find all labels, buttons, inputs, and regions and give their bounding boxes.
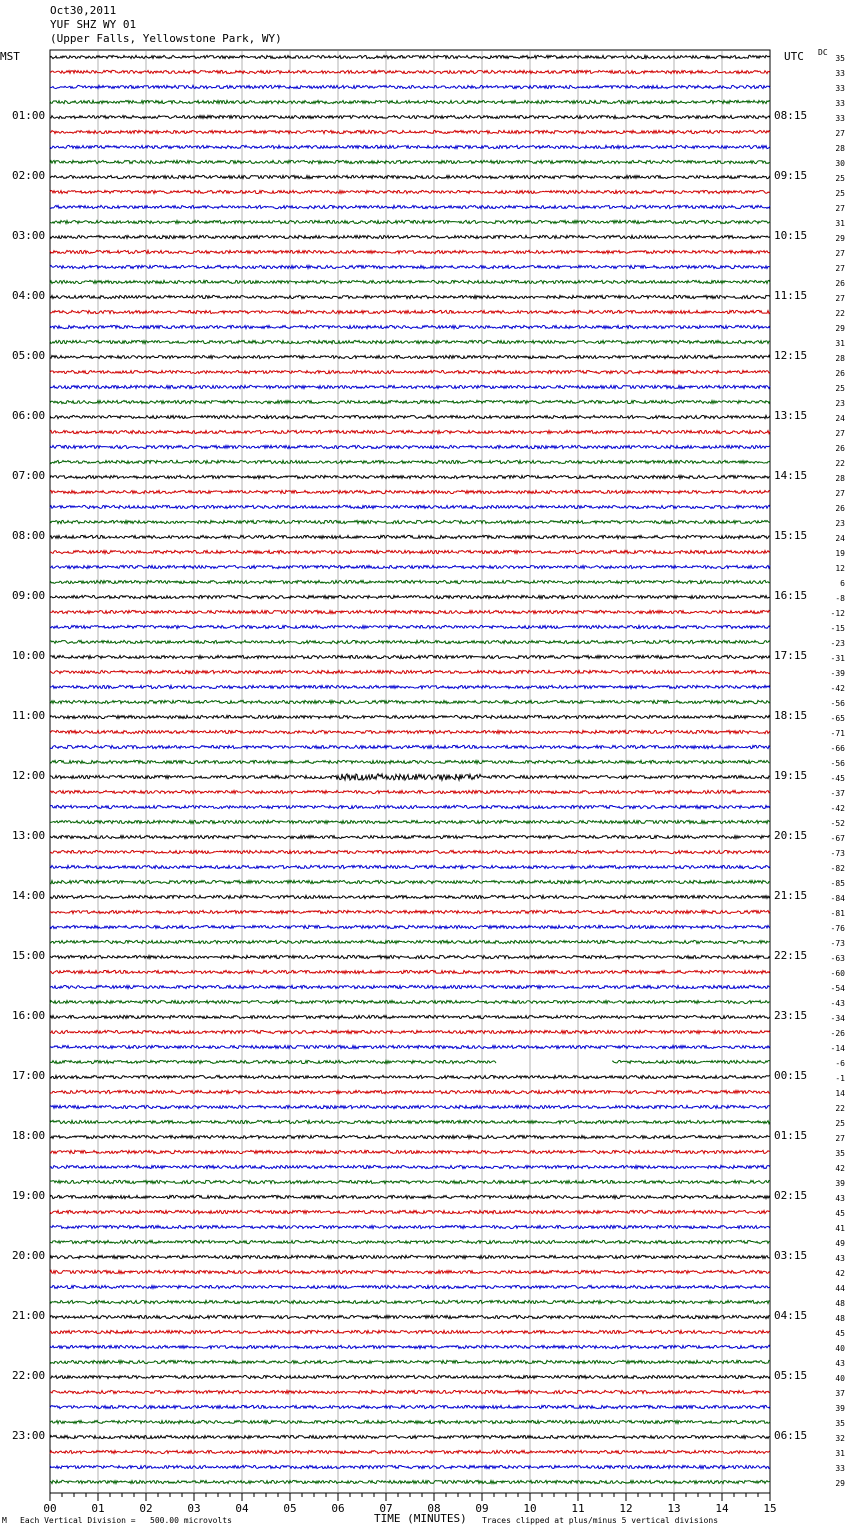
x-tick-label: 14 (715, 1502, 729, 1515)
dc-offset-label: 29 (835, 234, 845, 243)
dc-offset-label: 40 (835, 1344, 845, 1353)
right-hour-label: 12:15 (774, 349, 808, 362)
dc-offset-label: -39 (830, 669, 845, 678)
trace-line (50, 1435, 770, 1438)
dc-offset-label: 25 (835, 384, 845, 393)
trace-line (50, 774, 770, 780)
trace-line (50, 580, 770, 583)
dc-offset-label: -43 (830, 999, 845, 1008)
trace-line (50, 1015, 770, 1018)
dc-offset-label: 39 (835, 1404, 845, 1413)
right-hour-label: 04:15 (774, 1309, 808, 1322)
dc-offset-label: 33 (835, 99, 845, 108)
trace-line (50, 205, 770, 208)
trace-line (50, 130, 770, 133)
dc-offset-label: 33 (835, 69, 845, 78)
trace-line (50, 760, 770, 763)
x-tick-label: 06 (331, 1502, 345, 1515)
x-tick-label: 00 (43, 1502, 57, 1515)
trace-line (50, 1225, 770, 1228)
dc-offset-label: -23 (830, 639, 845, 648)
dc-offset-label: -56 (830, 699, 845, 708)
dc-offset-label: -12 (830, 609, 845, 618)
left-hour-label: 11:00 (12, 709, 46, 722)
dc-offset-label: -60 (830, 969, 845, 978)
right-hour-label: 18:15 (774, 709, 808, 722)
trace-line (50, 1150, 770, 1153)
dc-offset-label: -73 (830, 939, 845, 948)
trace-line (50, 820, 770, 823)
dc-offset-label: 26 (835, 369, 845, 378)
right-hour-label: 03:15 (774, 1249, 808, 1262)
dc-offset-label: -15 (830, 624, 845, 633)
dc-offset-label: 25 (835, 174, 845, 183)
dc-offset-label: 42 (835, 1269, 845, 1278)
left-hour-label: 12:00 (12, 769, 46, 782)
left-hour-label: 17:00 (12, 1069, 46, 1082)
x-tick-label: 05 (283, 1502, 297, 1515)
trace-line (50, 805, 770, 808)
trace-line (50, 250, 770, 253)
dc-offset-label: -42 (830, 804, 845, 813)
dc-offset-label: 14 (835, 1089, 845, 1098)
trace-line (50, 1465, 770, 1468)
dc-offset-label: 29 (835, 324, 845, 333)
dc-offset-label: 48 (835, 1299, 845, 1308)
trace-line (50, 715, 770, 718)
trace-line (50, 160, 770, 163)
dc-offset-label: 30 (835, 159, 845, 168)
dc-offset-label: -54 (830, 984, 845, 993)
right-hour-label: 17:15 (774, 649, 808, 662)
dc-offset-label: 27 (835, 204, 845, 213)
dc-offset-label: 6 (840, 579, 845, 588)
scale-note: Each Vertical Division = 500.00 microvolts (20, 1516, 232, 1525)
trace-line (50, 385, 770, 388)
dc-offset-label: -84 (830, 894, 845, 903)
left-hour-label: 04:00 (12, 289, 46, 302)
trace-line (50, 670, 770, 673)
trace-line (50, 475, 770, 478)
dc-offset-label: 28 (835, 474, 845, 483)
dc-offset-label: 23 (835, 399, 845, 408)
trace-line (50, 490, 770, 493)
dc-offset-label: 43 (835, 1359, 845, 1368)
dc-offset-label: 28 (835, 354, 845, 363)
x-tick-label: 09 (475, 1502, 489, 1515)
dc-offset-label: 33 (835, 114, 845, 123)
dc-offset-label: 27 (835, 294, 845, 303)
dc-offset-label: 27 (835, 1134, 845, 1143)
right-hour-label: 09:15 (774, 169, 808, 182)
dc-offset-label: 43 (835, 1194, 845, 1203)
left-hour-label: 09:00 (12, 589, 46, 602)
dc-offset-label: -85 (830, 879, 845, 888)
dc-offset-label: -37 (830, 789, 845, 798)
dc-offset-label: 41 (835, 1224, 845, 1233)
trace-line (50, 745, 770, 748)
dc-offset-label: 26 (835, 279, 845, 288)
dc-offset-label: -82 (830, 864, 845, 873)
trace-line (50, 700, 770, 703)
dc-offset-label: 12 (835, 564, 845, 573)
dc-offset-label: 31 (835, 219, 845, 228)
left-hour-label: 14:00 (12, 889, 46, 902)
x-tick-label: 15 (763, 1502, 777, 1515)
trace-line (50, 70, 770, 73)
right-hour-label: 06:15 (774, 1429, 808, 1442)
dc-offset-label: -56 (830, 759, 845, 768)
dc-offset-label: -6 (835, 1059, 845, 1068)
left-hour-label: 21:00 (12, 1309, 46, 1322)
trace-line (50, 1315, 770, 1318)
dc-offset-label: -71 (830, 729, 845, 738)
left-hour-label: 16:00 (12, 1009, 46, 1022)
right-hour-label: 08:15 (774, 109, 808, 122)
dc-offset-label: -26 (830, 1029, 845, 1038)
dc-offset-label: 43 (835, 1254, 845, 1263)
trace-line (50, 1375, 770, 1378)
dc-offset-label: 29 (835, 1479, 845, 1488)
left-hour-label: 10:00 (12, 649, 46, 662)
dc-offset-label: 35 (835, 1149, 845, 1158)
dc-offset-label: 33 (835, 1464, 845, 1473)
dc-offset-label: 25 (835, 189, 845, 198)
dc-offset-label: 23 (835, 519, 845, 528)
dc-offset-label: 27 (835, 249, 845, 258)
right-hour-label: 19:15 (774, 769, 808, 782)
trace-line (50, 430, 770, 433)
x-tick-label: 10 (523, 1502, 537, 1515)
right-hour-label: 10:15 (774, 229, 808, 242)
left-hour-label: 06:00 (12, 409, 46, 422)
trace-line (50, 955, 770, 958)
trace-line (50, 925, 770, 928)
trace-line (50, 1180, 770, 1183)
dc-offset-label: 31 (835, 1449, 845, 1458)
trace-line (50, 565, 770, 568)
trace-line (50, 370, 770, 373)
trace-line (50, 295, 770, 298)
left-hour-label: 08:00 (12, 529, 46, 542)
dc-offset-label: -1 (835, 1074, 845, 1083)
utc-label: UTC (784, 50, 804, 63)
dc-offset-label: 22 (835, 1104, 845, 1113)
left-hour-label: 07:00 (12, 469, 46, 482)
station-label: YUF SHZ WY 01 (50, 18, 137, 31)
dc-offset-label: -63 (830, 954, 845, 963)
dc-offset-label: 45 (835, 1329, 845, 1338)
trace-line (50, 1165, 770, 1168)
trace-line (50, 520, 770, 523)
dc-offset-label: 27 (835, 429, 845, 438)
trace-line (50, 1405, 770, 1408)
dc-offset-label: 22 (835, 459, 845, 468)
dc-offset-label: 37 (835, 1389, 845, 1398)
right-hour-label: 11:15 (774, 289, 808, 302)
trace-line (50, 115, 770, 118)
left-hour-label: 20:00 (12, 1249, 46, 1262)
trace-line (50, 1255, 770, 1258)
trace-line (50, 1420, 770, 1423)
right-hour-label: 21:15 (774, 889, 808, 902)
date-label: Oct30,2011 (50, 4, 117, 17)
trace-line (50, 910, 770, 913)
trace-line (50, 1060, 770, 1063)
dc-offset-label: 40 (835, 1374, 845, 1383)
dc-offset-label: 35 (835, 1419, 845, 1428)
trace-line (50, 1270, 770, 1273)
trace-line (50, 1090, 770, 1093)
trace-line (50, 625, 770, 628)
right-hour-label: 16:15 (774, 589, 808, 602)
dc-offset-label: -8 (835, 594, 845, 603)
trace-line (50, 985, 770, 988)
x-axis-label: TIME (MINUTES) (374, 1512, 467, 1525)
trace-line (50, 220, 770, 223)
trace-line (50, 595, 770, 598)
trace-line (50, 970, 770, 973)
trace-line (50, 1360, 770, 1363)
trace-line (50, 655, 770, 658)
trace-line (50, 325, 770, 328)
left-hour-label: 22:00 (12, 1369, 46, 1382)
trace-line (50, 1000, 770, 1003)
right-hour-label: 05:15 (774, 1369, 808, 1382)
dc-offset-label: -14 (830, 1044, 845, 1053)
trace-line (50, 1345, 770, 1348)
trace-line (50, 1300, 770, 1303)
right-hour-label: 14:15 (774, 469, 808, 482)
dc-offset-label: -45 (830, 774, 845, 783)
dc-offset-label: -42 (830, 684, 845, 693)
dc-offset-label: -81 (830, 909, 845, 918)
dc-offset-label: -34 (830, 1014, 845, 1023)
x-tick-label: 01 (91, 1502, 105, 1515)
trace-line (50, 550, 770, 553)
trace-line (50, 145, 770, 148)
dc-offset-label: 42 (835, 1164, 845, 1173)
trace-line (50, 1120, 770, 1123)
dc-offset-label: -52 (830, 819, 845, 828)
right-hour-label: 01:15 (774, 1129, 808, 1142)
x-tick-label: 07 (379, 1502, 393, 1515)
left-hour-label: 15:00 (12, 949, 46, 962)
trace-line (50, 940, 770, 943)
dc-offset-label: 28 (835, 144, 845, 153)
clip-note: Traces clipped at plus/minus 5 vertical divisions (482, 1516, 719, 1525)
dc-offset-label: -66 (830, 744, 845, 753)
dc-offset-label: 27 (835, 489, 845, 498)
trace-line (50, 1330, 770, 1333)
x-tick-label: 11 (571, 1502, 585, 1515)
x-tick-label: 12 (619, 1502, 633, 1515)
trace-line (50, 280, 770, 283)
dc-offset-label: 48 (835, 1314, 845, 1323)
left-hour-label: 23:00 (12, 1429, 46, 1442)
left-hour-label: 13:00 (12, 829, 46, 842)
trace-line (50, 865, 770, 868)
mst-label: MST (0, 50, 20, 63)
trace-line (50, 445, 770, 448)
trace-line (50, 340, 770, 343)
trace-line (50, 460, 770, 463)
trace-line (50, 1135, 770, 1138)
trace-line (50, 835, 770, 838)
dc-offset-label: 26 (835, 444, 845, 453)
trace-line (50, 1240, 770, 1243)
left-hour-label: 18:00 (12, 1129, 46, 1142)
dc-offset-label: 26 (835, 504, 845, 513)
x-tick-label: 02 (139, 1502, 153, 1515)
x-tick-label: 08 (427, 1502, 441, 1515)
right-hour-label: 23:15 (774, 1009, 808, 1022)
trace-line (50, 415, 770, 418)
dc-offset-label: -76 (830, 924, 845, 933)
dc-offset-label: 27 (835, 129, 845, 138)
left-hour-label: 03:00 (12, 229, 46, 242)
trace-line (50, 355, 770, 358)
dc-offset-label: 22 (835, 309, 845, 318)
right-hour-label: 15:15 (774, 529, 808, 542)
trace-line (50, 535, 770, 538)
trace-line (50, 265, 770, 268)
dc-offset-label: 39 (835, 1179, 845, 1188)
dc-offset-label: -65 (830, 714, 845, 723)
trace-line (50, 850, 770, 853)
trace-line (50, 1195, 770, 1198)
dc-offset-label: 49 (835, 1239, 845, 1248)
left-hour-label: 02:00 (12, 169, 46, 182)
trace-line (50, 400, 770, 403)
dc-offset-label: 25 (835, 1119, 845, 1128)
trace-line (50, 1045, 770, 1048)
trace-line (50, 1450, 770, 1453)
trace-line (50, 1105, 770, 1108)
x-tick-label: 03 (187, 1502, 201, 1515)
trace-line (50, 1030, 770, 1033)
location-label: (Upper Falls, Yellowstone Park, WY) (50, 32, 282, 45)
trace-line (50, 1075, 770, 1078)
dc-offset-label: -67 (830, 834, 845, 843)
dc-offset-label: 24 (835, 534, 845, 543)
dc-offset-label: 32 (835, 1434, 845, 1443)
dc-label: DC (818, 48, 828, 57)
footer-mark: M (2, 1516, 7, 1525)
x-tick-label: 04 (235, 1502, 249, 1515)
dc-offset-label: 44 (835, 1284, 845, 1293)
trace-line (50, 235, 770, 238)
trace-line (50, 1480, 770, 1483)
trace-line (50, 100, 770, 103)
dc-offset-label: 31 (835, 339, 845, 348)
dc-offset-label: 24 (835, 414, 845, 423)
right-hour-label: 13:15 (774, 409, 808, 422)
right-hour-label: 20:15 (774, 829, 808, 842)
dc-offset-label: 33 (835, 84, 845, 93)
trace-line (50, 610, 770, 613)
left-hour-label: 01:00 (12, 109, 46, 122)
dc-offset-label: -31 (830, 654, 845, 663)
dc-offset-label: 35 (835, 54, 845, 63)
right-hour-label: 00:15 (774, 1069, 808, 1082)
trace-line (50, 310, 770, 313)
trace-line (50, 1390, 770, 1393)
dc-offset-label: 19 (835, 549, 845, 558)
right-hour-label: 22:15 (774, 949, 808, 962)
trace-line (50, 1210, 770, 1213)
left-hour-label: 05:00 (12, 349, 46, 362)
dc-offset-label: -73 (830, 849, 845, 858)
x-tick-label: 13 (667, 1502, 681, 1515)
trace-line (50, 190, 770, 193)
trace-line (50, 85, 770, 88)
trace-line (50, 790, 770, 793)
dc-offset-label: 27 (835, 264, 845, 273)
trace-line (50, 685, 770, 688)
dc-offset-label: 45 (835, 1209, 845, 1218)
right-hour-label: 02:15 (774, 1189, 808, 1202)
trace-line (50, 1285, 770, 1288)
trace-line (50, 505, 770, 508)
trace-line (50, 175, 770, 178)
trace-line (50, 880, 770, 883)
trace-line (50, 55, 770, 58)
trace-line (50, 895, 770, 898)
trace-line (50, 640, 770, 643)
trace-line (50, 730, 770, 733)
left-hour-label: 19:00 (12, 1189, 46, 1202)
